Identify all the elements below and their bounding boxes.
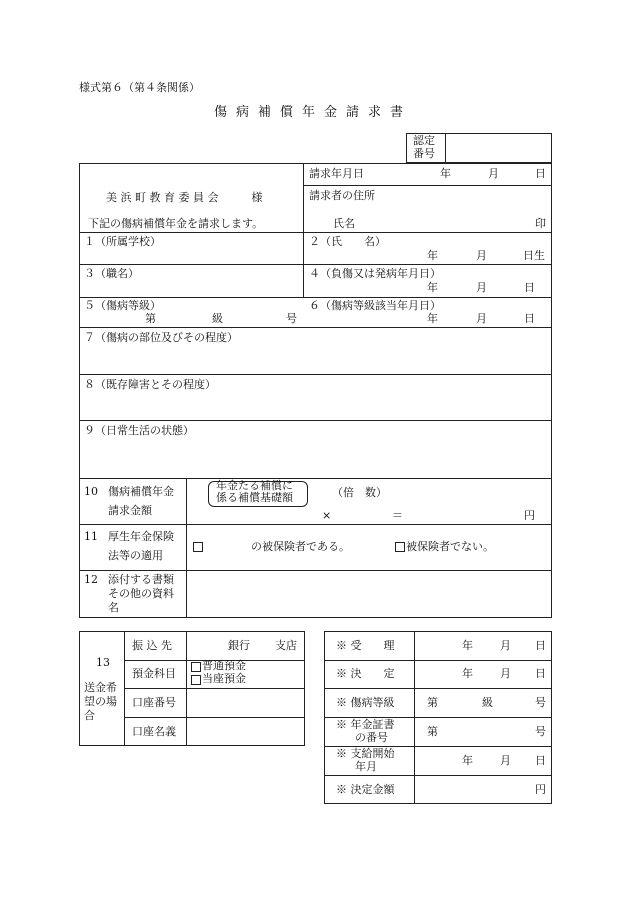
addressee-name: 美 浜 町 教 育 委 員 会 様 bbox=[106, 191, 263, 204]
times-sign: × bbox=[322, 509, 332, 522]
field-10-label-2: 請求金額 bbox=[108, 504, 152, 517]
grade-kyu: 級 bbox=[212, 312, 223, 325]
current-deposit-label: 当座預金 bbox=[202, 672, 246, 685]
equals-sign: ＝ bbox=[392, 509, 403, 522]
amount-label: ※ 決定金額 bbox=[336, 783, 395, 796]
not-insured-checkbox[interactable] bbox=[395, 542, 405, 552]
receipt-label: ※ 受 理 bbox=[336, 639, 395, 652]
field-1-label: １（所属学校） bbox=[84, 235, 161, 248]
brace-text-1: 年金たる補償に bbox=[216, 479, 293, 492]
ordinary-deposit-label: 普通預金 bbox=[202, 659, 246, 672]
insured-checkbox[interactable] bbox=[193, 542, 203, 552]
grade-go: 号 bbox=[286, 312, 297, 325]
decision-day-unit: 日 bbox=[535, 667, 546, 680]
field-10-label-1: 傷病補償年金 bbox=[108, 485, 174, 498]
onset-month-unit: 月 bbox=[476, 281, 487, 294]
address-label: 請求者の住所 bbox=[309, 189, 375, 202]
field-8-label: ８（既存障害とその程度） bbox=[84, 378, 216, 391]
dob-year-unit: 年 bbox=[427, 249, 438, 262]
account-name-label: 口座名義 bbox=[132, 725, 176, 738]
seal-mark: 印 bbox=[535, 217, 546, 230]
bank-number: 13 bbox=[96, 656, 110, 669]
ordinary-checkbox[interactable] bbox=[191, 662, 201, 672]
start-month-unit: 月 bbox=[500, 754, 511, 767]
grade-date-month-unit: 月 bbox=[476, 312, 487, 325]
field-6-label: ６（傷病等級該当年月日） bbox=[309, 299, 441, 312]
start-year-unit: 年 bbox=[462, 754, 473, 767]
grade-dai: 第 bbox=[145, 312, 156, 325]
request-month-unit: 月 bbox=[488, 167, 499, 180]
bank-label-2: 望の場 bbox=[84, 695, 117, 708]
office-grade-go: 号 bbox=[535, 696, 546, 709]
page-title: 傷病補償年金請求書 bbox=[214, 105, 413, 120]
field-2-label: ２（氏 名） bbox=[309, 235, 386, 248]
dob-month-unit: 月 bbox=[476, 249, 487, 262]
field-12-label-1: 添付する書類 bbox=[108, 573, 174, 586]
account-type-label: 預金科目 bbox=[132, 667, 176, 680]
field-4-label: ４（負傷又は発病年月日） bbox=[309, 267, 441, 280]
onset-day-unit: 日 bbox=[524, 281, 535, 294]
field-9-label: ９（日常生活の状態） bbox=[84, 424, 194, 437]
field-10-number: 10 bbox=[84, 485, 98, 498]
field-11-label-2: 法等の適用 bbox=[108, 549, 163, 562]
current-checkbox[interactable] bbox=[191, 675, 201, 685]
bank-suffix: 銀行 bbox=[228, 639, 250, 652]
request-year-unit: 年 bbox=[440, 167, 451, 180]
name-label: 氏名 bbox=[333, 217, 355, 230]
field-5-label: ５（傷病等級） bbox=[84, 299, 161, 312]
grade-date-day-unit: 日 bbox=[524, 312, 535, 325]
account-number-label: 口座番号 bbox=[132, 696, 176, 709]
field-7-label: ７（傷病の部位及びその程度） bbox=[84, 331, 238, 344]
bank-label-1: 送金希 bbox=[84, 681, 117, 694]
decision-year-unit: 年 bbox=[462, 667, 473, 680]
start-label-2: 年月 bbox=[355, 760, 377, 773]
start-day-unit: 日 bbox=[535, 754, 546, 767]
office-grade-kyu: 級 bbox=[482, 696, 493, 709]
form-reference: 様式第６（第４条関係） bbox=[79, 81, 200, 94]
receipt-month-unit: 月 bbox=[500, 639, 511, 652]
field-11-label-1: 厚生年金保険 bbox=[108, 530, 174, 543]
branch-suffix: 支店 bbox=[275, 639, 297, 652]
amount-yen-unit: 円 bbox=[535, 783, 546, 796]
grade-label: ※ 傷病等級 bbox=[336, 696, 395, 709]
multiplier-label: （倍 数） bbox=[332, 486, 387, 499]
auth-label-1: 認定 bbox=[413, 134, 435, 147]
onset-year-unit: 年 bbox=[427, 281, 438, 294]
office-grade-dai: 第 bbox=[427, 696, 438, 709]
insured-option-label: の被保険者である。 bbox=[251, 540, 350, 553]
receipt-year-unit: 年 bbox=[462, 639, 473, 652]
decision-label: ※ 決 定 bbox=[336, 667, 395, 680]
receipt-day-unit: 日 bbox=[535, 639, 546, 652]
brace-text-2: 係る補償基礎額 bbox=[216, 491, 293, 504]
decision-month-unit: 月 bbox=[500, 667, 511, 680]
certificate-label-2: の番号 bbox=[355, 731, 388, 744]
yen-unit: 円 bbox=[524, 509, 535, 522]
request-date-label: 請求年月日 bbox=[309, 167, 364, 180]
field-11-number: 11 bbox=[84, 530, 98, 543]
field-12-number: 12 bbox=[84, 573, 98, 586]
transfer-to-label: 振 込 先 bbox=[132, 639, 172, 652]
grade-date-year-unit: 年 bbox=[427, 312, 438, 325]
field-12-label-2: その他の資料 bbox=[108, 587, 174, 600]
certificate-dai: 第 bbox=[427, 725, 438, 738]
certificate-go: 号 bbox=[535, 725, 546, 738]
request-day-unit: 日 bbox=[535, 167, 546, 180]
request-statement: 下記の傷病補償年金を請求します。 bbox=[88, 217, 264, 230]
certificate-label-1: ※ 年金証書 bbox=[336, 718, 395, 731]
not-insured-option-label: 被保険者でない。 bbox=[406, 540, 494, 553]
auth-label-2: 番号 bbox=[413, 147, 435, 160]
field-3-label: ３（職名） bbox=[84, 267, 139, 280]
field-12-label-3: 名 bbox=[108, 601, 119, 614]
bank-label-3: 合 bbox=[84, 709, 95, 722]
start-label-1: ※ 支給開始 bbox=[336, 747, 395, 760]
dob-day-unit: 日生 bbox=[523, 249, 545, 262]
